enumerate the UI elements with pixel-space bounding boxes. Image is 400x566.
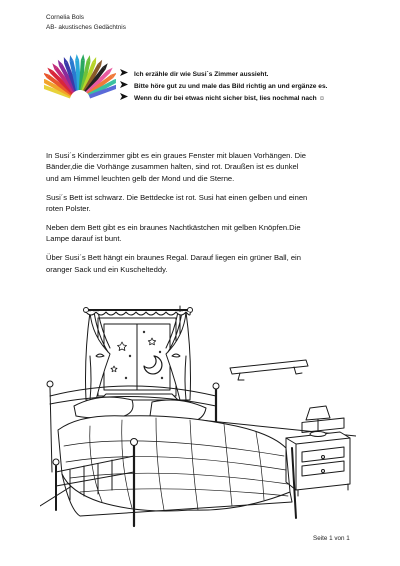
arrow-bullet-icon	[120, 93, 134, 105]
instruction-text: Bitte höre gut zu und male das Bild richtig an und ergänze es.	[134, 83, 328, 91]
story-text	[46, 150, 366, 283]
story-line: Susi´s Bett ist schwarz. Die Bettdecke ist rot. Susi hat einen gelben und einen	[46, 192, 308, 202]
story-line: Über Susi´s Bett hängt ein braunes Regal. Darauf liegen ein grüner Ball, ein	[46, 253, 301, 263]
story-line: Neben dem Bett gibt es ein braunes Nachtkästchen mit gelben Knöpfen.Die	[46, 223, 301, 233]
instruction-text: Ich erzähle dir wie Susi´s Zimmer aussieht.	[134, 71, 269, 78]
story-line: oranger Sack und ein Kuschelteddy.	[46, 264, 168, 274]
page-header	[46, 13, 126, 32]
story-paragraph	[46, 222, 366, 245]
arrow-bullet-icon	[120, 81, 134, 93]
story-paragraph	[46, 252, 366, 275]
instruction-text: Wenn du dir bei etwas nicht sicher bist, lies nochmal nach ☺	[134, 95, 326, 103]
story-paragraph	[46, 150, 366, 184]
author-name: Cornelia Bols	[46, 14, 85, 21]
instruction-item	[120, 93, 327, 105]
story-line: roten Polster.	[46, 204, 91, 214]
bed	[47, 381, 296, 526]
story-paragraph	[46, 192, 366, 215]
shelf	[230, 360, 308, 380]
nightstand	[286, 406, 350, 496]
story-line: und am Himmel leuchten gelb der Mond und die Sterne.	[46, 173, 235, 183]
story-line: Lampe darauf ist bunt.	[46, 234, 122, 244]
arrow-bullet-icon	[120, 69, 134, 81]
story-line: In Susi´s Kinderzimmer gibt es ein graues Fenster mit blauen Vorhängen. Die	[46, 151, 307, 160]
story-line: Bänder,die die Vorhänge zusammen halten, sind rot. Draußen ist es dunkel	[46, 162, 299, 172]
colored-pencils-icon	[44, 52, 116, 102]
instruction-item	[120, 69, 327, 81]
bedroom-coloring-illustration	[40, 296, 356, 528]
instruction-list	[120, 69, 327, 106]
worksheet-subtitle: AB- akustisches Gedächtnis	[46, 23, 126, 31]
page-number: Seite 1 von 1	[313, 535, 350, 542]
instruction-item	[120, 81, 327, 93]
